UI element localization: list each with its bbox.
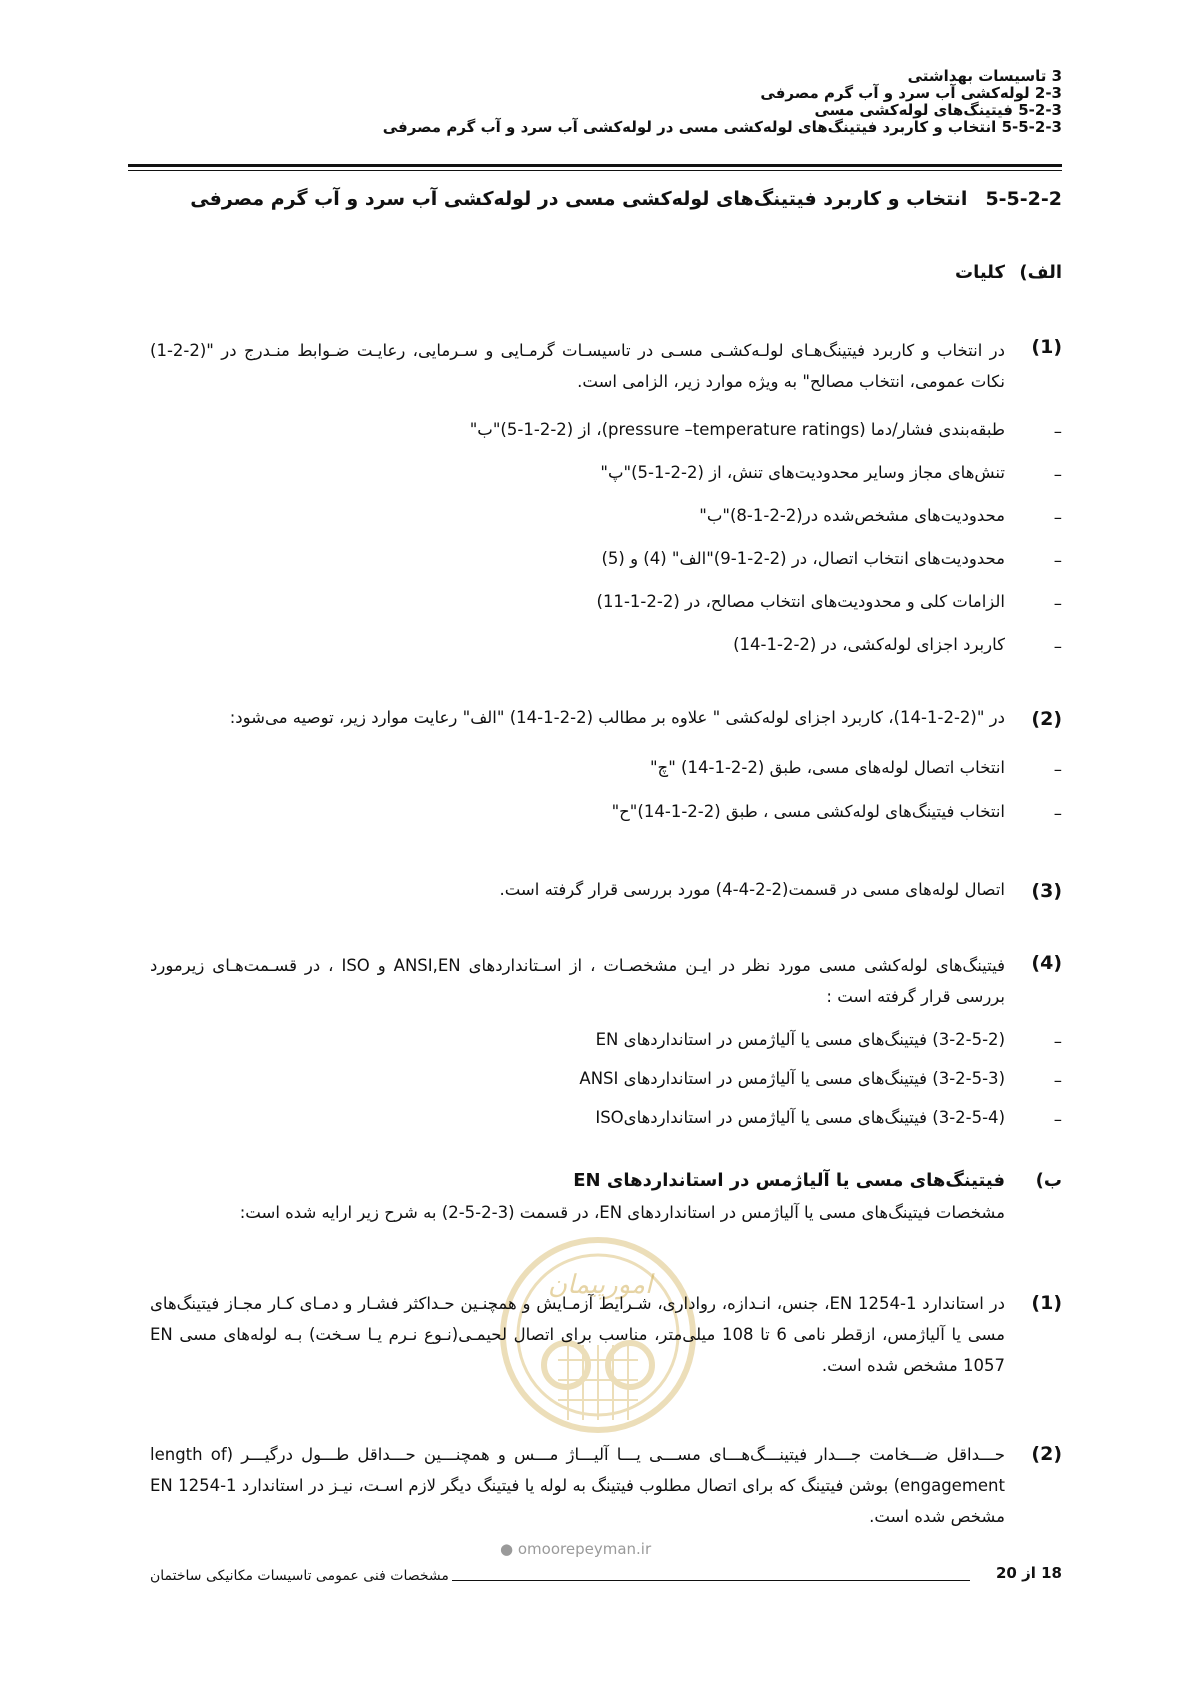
watermark-site-text: omoorepeyman.ir — [517, 1540, 652, 1558]
item-number: (3) — [1031, 880, 1062, 902]
bullet-a4-2: (3-2-5-3) فیتینگ‌های مسی یا آلیاژمس در استانداردهای ANSI — [579, 1069, 1005, 1088]
header-line-4: 5-5-2-3 انتخاب و کاربرد فیتینگ‌های لوله‌کشی مسی در لوله‌کشی آب سرد و آب گرم مصرفی — [382, 118, 1062, 136]
page-total: 20 — [996, 1564, 1017, 1582]
bullet-a4-1: (3-2-5-2) فیتینگ‌های مسی یا آلیاژمس در استانداردهای EN — [595, 1030, 1005, 1049]
bullet-a1-1: طبقه‌بندی فشار/دما (pressure –temperature ratings)، از (2-2-1-5)"ب" — [469, 420, 1005, 439]
header-line-2: 2-3 لوله‌کشی آب سرد و آب گرم مصرفی — [760, 84, 1062, 102]
item-number: (2) — [1031, 1443, 1062, 1465]
footer-rule — [452, 1580, 970, 1581]
item-number: (1) — [1031, 1292, 1062, 1314]
bullet-a1-6: کاربرد اجزای لوله‌کشی، در (2-2-1-14) — [733, 635, 1005, 654]
bullet-a1-5: الزامات کلی و محدودیت‌های انتخاب مصالح، در (2-2-1-11) — [596, 592, 1005, 611]
paragraph-b2: حـــداقل ضـــخامت جـــدار فیتینـــگ‌هـــای مســـی یـــا آلیـــاژ مـــس و همچنـــین حـــداقل طـــول درگیـــر (length of engagement) بوشن فیتینگ که برای اتصال مطلوب فیتینگ به لوله یا فیتینگ دیگر لازم اسـت، نیـز در استاندارد EN 1254-1 مشخص شده است. — [150, 1445, 1005, 1526]
header-line-3: 5-2-3 فیتینگ‌های لوله‌کشی مسی — [814, 101, 1062, 119]
header-line-1: 3 تاسیسات بهداشتی — [907, 67, 1062, 85]
bullet-a2-2: انتخاب فیتینگ‌های لوله‌کشی مسی ، طبق (2-2-1-14)"ح" — [611, 802, 1005, 821]
section-heading — [190, 188, 1062, 210]
header-rule-thin — [128, 170, 1062, 171]
part-b-title: فیتینگ‌های مسی یا آلیاژمس در استانداردهای EN — [573, 1170, 1005, 1191]
footer-title: مشخصات فنی عمومی تاسیسات مکانیکی ساختمان — [150, 1568, 449, 1584]
bullet-dash: – — [1053, 422, 1062, 441]
page-number — [996, 1564, 1062, 1582]
bullet-dash: – — [1053, 1032, 1062, 1051]
bullet-dash: – — [1053, 594, 1062, 613]
bullet-dash: – — [1053, 465, 1062, 484]
bullet-a2-1: انتخاب اتصال لوله‌های مسی، طبق (2-2-1-14) "چ" — [649, 758, 1005, 777]
section-number: 5-5-2-2 — [985, 188, 1062, 210]
paragraph-a2: در "(2-2-1-14)، کاربرد اجزای لوله‌کشی " علاوه بر مطالب (2-2-1-14) "الف" رعایت موارد زیر، توصیه می‌شود: — [229, 708, 1005, 727]
bullet-a1-4: محدودیت‌های انتخاب اتصال، در (2-2-1-9)"الف" (4) و (5) — [601, 549, 1005, 568]
watermark-site — [500, 1540, 651, 1558]
section-title: انتخاب و کاربرد فیتینگ‌های لوله‌کشی مسی در لوله‌کشی آب سرد و آب گرم مصرفی — [190, 188, 968, 210]
page-current: 18 — [1041, 1564, 1062, 1582]
bullet-a4-3: (3-2-5-4) فیتینگ‌های مسی یا آلیاژمس در استانداردهایISO — [595, 1108, 1005, 1127]
item-number: (2) — [1031, 708, 1062, 730]
bullet-dash: – — [1053, 760, 1062, 779]
item-number: (4) — [1031, 952, 1062, 974]
paragraph-b1: در استاندارد EN 1254-1، جنس، انـدازه، رواداری، شـرایط آزمـایش و همچنـین حـداکثر فشـار و دمـای کـار مجـاز فیتینگ‌های مسی یا آلیاژمس، ازقطر نامی 6 تا 108 میلی‌متر، مناسب برای اتصال لحیمـی(نـوع نـرم یـا سـخت) بـه لوله‌های مسی EN 1057 مشخص شده است. — [150, 1294, 1006, 1375]
bullet-dash: – — [1053, 551, 1062, 570]
paragraph-a4: فیتینگ‌های لوله‌کشی مسی مورد نظر در ایـن مشخصـات ، از اسـتانداردهای ANSI,EN و ISO ، در قسـمت‌هـای زیرمورد بررسی قرار گرفته است : — [150, 956, 1005, 1006]
paragraph-a3: اتصال لوله‌های مسی در قسمت(2-2-4-4) مورد بررسی قرار گرفته است. — [499, 880, 1005, 899]
bullet-a1-3: محدودیت‌های مشخص‌شده در(2-2-1-8)"ب" — [699, 506, 1005, 525]
part-b-intro: مشخصات فیتینگ‌های مسی یا آلیاژمس در استانداردهای EN، در قسمت (3-2-5-2) به شرح زیر ارایه شده است: — [239, 1203, 1005, 1222]
watermark-logo-text: امورپیمان — [548, 1270, 653, 1300]
watermark-logo-small-icon: ● — [500, 1540, 514, 1558]
bullet-dash: – — [1053, 1071, 1062, 1090]
header-rule-thick — [128, 164, 1062, 167]
bullet-dash: – — [1053, 1110, 1062, 1129]
bullet-dash: – — [1053, 637, 1062, 656]
part-a-label: الف) — [1019, 262, 1062, 283]
bullet-a1-2: تنش‌های مجاز وسایر محدودیت‌های تنش، از (2-2-1-5)"پ" — [600, 463, 1005, 482]
item-number: (1) — [1031, 336, 1062, 358]
part-b-label: ب) — [1035, 1170, 1062, 1191]
bullet-dash: – — [1053, 508, 1062, 527]
paragraph-a1: در انتخاب و کاربرد فیتینگ‌هـای لولـه‌کشـی مسـی در تاسیسـات گرمـایی و سـرمایی، رعایـت ضـوابط منـدرج در "(2-2-1) نکات عمومی، انتخاب مصالح" به ویژه موارد زیر، الزامی است. — [150, 341, 1005, 391]
bullet-dash: – — [1053, 804, 1062, 823]
part-a-title: کلیات — [954, 262, 1005, 283]
page-of: از — [1022, 1564, 1036, 1582]
